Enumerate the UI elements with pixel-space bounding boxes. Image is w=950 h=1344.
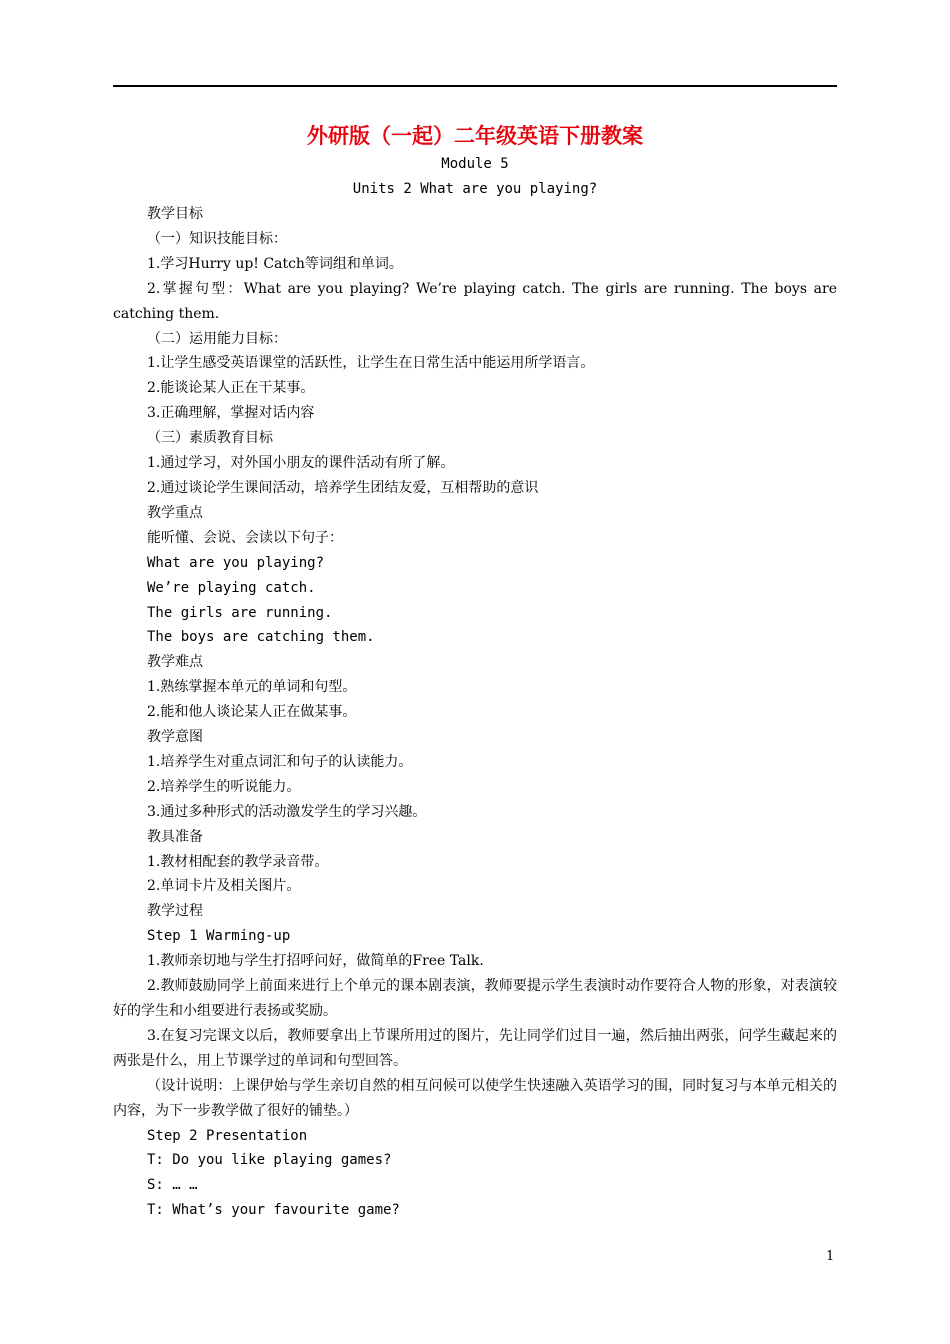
text-line: 教学难点 [147,654,203,671]
text-line: 2.单词卡片及相关图片。 [147,878,301,895]
text-line: The boys are catching them. [147,629,375,646]
module-heading: Module 5 [441,156,509,172]
text-line: （三）素质教育目标 [147,430,273,447]
text-line: 1.培养学生对重点词汇和句子的认读能力。 [147,753,413,770]
text-line: （设计说明：上课伊始与学生亲切自然的相互问候可以使学生快速融入英语学习的围，同时复习与本单元相关的内容，为下一步教学做了很好的铺垫。） [113,1077,837,1119]
text-line: T: What’s your favourite game? [147,1202,400,1219]
document-body [113,120,837,1223]
text-line: 3.在复习完课文以后，教师要拿出上节课所用过的图片，先让同学们过目一遍，然后抽出两张，问学生藏起来的两张是什么，用上节课学过的单词和句型回答。 [113,1027,837,1069]
text-line: 教学意图 [147,729,203,746]
text-line: 2.通过谈论学生课间活动，培养学生团结友爱，互相帮助的意识 [147,479,539,496]
text-line: Step 1 Warming-up [147,928,291,945]
text-line: What are you playing? [147,554,325,571]
text-line: S: … … [147,1177,198,1194]
text-line: We’re playing catch. [147,579,316,596]
text-line: 1.教师亲切地与学生打招呼问好，做简单的Free Talk. [147,953,484,970]
text-line: 2.培养学生的听说能力。 [147,778,301,795]
page-number: 1 [826,1249,835,1264]
header-rule [113,85,837,87]
text-line: 教学过程 [147,903,203,920]
text-line: 教学目标 [147,206,203,222]
document-title: 外研版（一起）二年级英语下册教案 [307,124,643,148]
text-line: Step 2 Presentation [147,1127,308,1144]
text-line: 1.教材相配套的教学录音带。 [147,853,329,870]
text-line: 2.掌握句型：What are you playing? We’re playing catch. The girls are running. The boys are catching them. [113,280,837,322]
text-line: 1.通过学习，对外国小朋友的课件活动有所了解。 [147,455,455,472]
text-line: 能听懂、会说、会读以下句子： [147,529,343,546]
text-line: （一）知识技能目标： [147,230,287,247]
text-line: 教学重点 [147,504,203,521]
text-line: 3.通过多种形式的活动激发学生的学习兴趣。 [147,803,427,820]
text-line: 1.让学生感受英语课堂的活跃性，让学生在日常生活中能运用所学语言。 [147,355,595,372]
text-line: 3.正确理解，掌握对话内容 [147,405,315,422]
text-line: 2.能谈论某人正在干某事。 [147,380,315,397]
text-line: 2.能和他人谈论某人正在做某事。 [147,704,357,721]
unit-heading: Units 2 What are you playing? [352,181,598,197]
text-line: 1.学习Hurry up! Catch等词组和单词。 [147,255,403,272]
text-line: 教具准备 [147,828,203,845]
text-line: （二）运用能力目标： [147,330,287,347]
text-line: 1.熟练掌握本单元的单词和句型。 [147,679,357,696]
text-line: 2.教师鼓励同学上前面来进行上个单元的课本剧表演，教师要提示学生表演时动作要符合人物的形象，对表演较好的学生和小组要进行表扬或奖励。 [113,978,837,1019]
text-line: T: Do you like playing games? [147,1152,392,1169]
text-line: The girls are running. [147,604,333,621]
lesson-plan-text [113,202,837,1223]
